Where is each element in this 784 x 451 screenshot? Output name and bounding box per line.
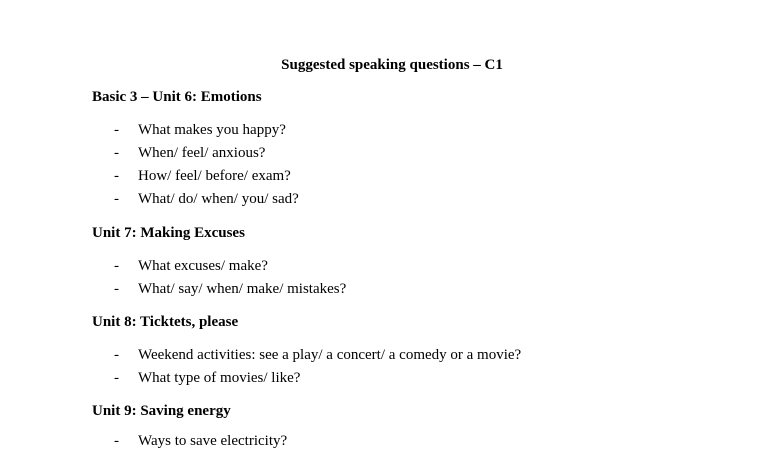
question-text: Ways to save electricity? — [138, 433, 288, 449]
document-title: Suggested speaking questions – C1 — [281, 57, 503, 73]
bullet-dash: - — [114, 168, 119, 184]
section-heading-unit-6: Basic 3 – Unit 6: Emotions — [92, 89, 262, 105]
section-heading-unit-8: Unit 8: Ticktets, please — [92, 314, 239, 330]
question-text: How/ feel/ before/ exam? — [138, 168, 291, 184]
question-text: What/ say/ when/ make/ mistakes? — [138, 281, 347, 297]
bullet-dash: - — [114, 122, 119, 138]
bullet-dash: - — [114, 258, 119, 274]
question-text: Weekend activities: see a play/ a concert/ a comedy or a movie? — [138, 347, 522, 363]
bullet-dash: - — [114, 281, 119, 297]
section-heading-unit-9: Unit 9: Saving energy — [92, 403, 231, 419]
question-text: When/ feel/ anxious? — [138, 145, 266, 161]
question-text: What type of movies/ like? — [138, 370, 301, 386]
question-text: What makes you happy? — [138, 122, 286, 138]
question-text: What excuses/ make? — [138, 258, 268, 274]
question-text: What/ do/ when/ you/ sad? — [138, 191, 299, 207]
bullet-dash: - — [114, 191, 119, 207]
bullet-dash: - — [114, 370, 119, 386]
bullet-dash: - — [114, 347, 119, 363]
section-heading-unit-7: Unit 7: Making Excuses — [92, 225, 245, 241]
bullet-dash: - — [114, 145, 119, 161]
bullet-dash: - — [114, 433, 119, 449]
